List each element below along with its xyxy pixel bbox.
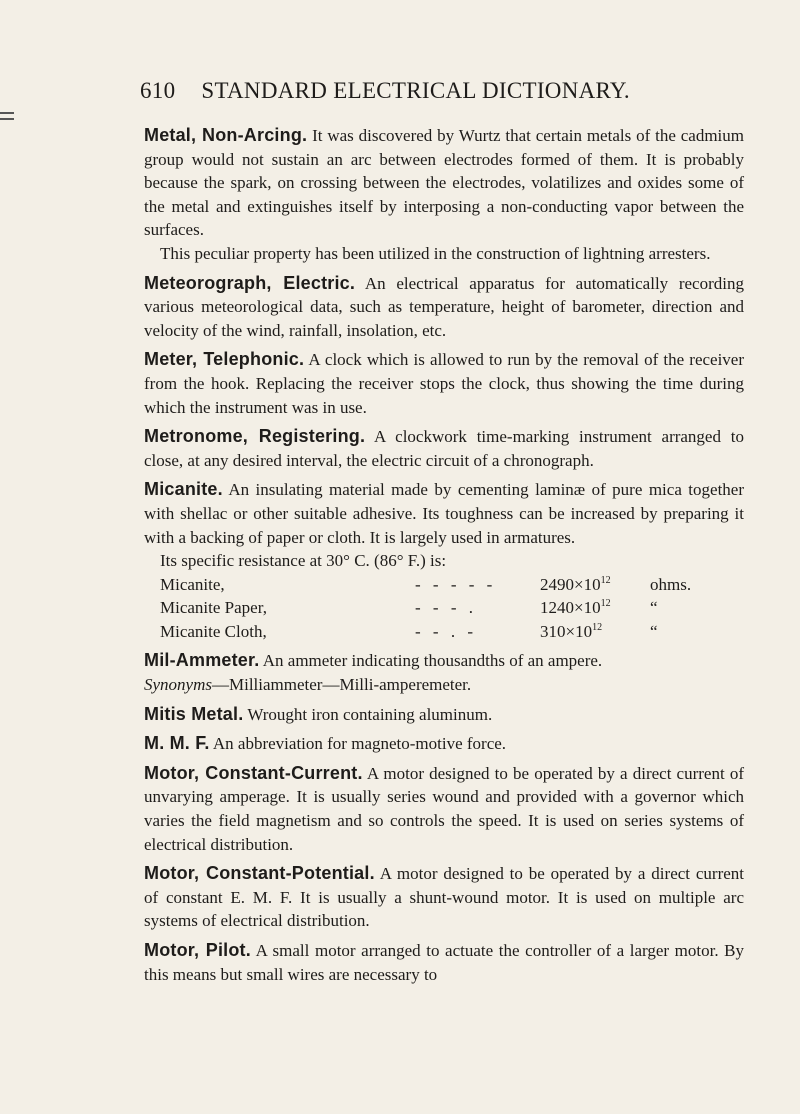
entry-headword: Metal, Non-Arcing. — [144, 125, 308, 145]
definition-text: A motor designed to be operated by a direct current of unvarying amperage. It is usually series wound and provided with a governor which varies the field magnetism and so controls the speed. It is used on series systems of electrical distribution. — [144, 763, 744, 854]
resistance-value — [540, 596, 650, 620]
resistance-mantissa: 2490×10 — [540, 574, 601, 594]
entry-headword: Mil-Ammeter. — [144, 650, 260, 671]
dictionary-entry — [144, 649, 744, 696]
entry-definition — [144, 762, 744, 856]
dictionary-entry — [144, 124, 744, 266]
definition-text: This peculiar property has been utilized in the construction of lightning arresters. — [160, 243, 711, 263]
dictionary-entry — [144, 478, 744, 643]
entry-definition — [144, 348, 744, 419]
material-label: Micanite Cloth, — [160, 621, 267, 641]
dictionary-entry — [144, 272, 744, 343]
resistance-exponent: 12 — [600, 598, 611, 610]
entry-headword: Motor, Pilot. — [144, 940, 251, 960]
entry-definition — [144, 649, 744, 673]
entries-column — [144, 124, 744, 992]
entry-headword: Mitis Metal. — [144, 703, 244, 724]
dictionary-entry — [144, 732, 744, 756]
entry-definition — [144, 124, 744, 242]
definition-text: An insulating material made by cementing laminæ of pure mica together with shellac or other suitable adhesive. Its toughness can be increased by preparing it with a backing of paper or cloth. It is largely used in armatures. — [144, 480, 744, 547]
material-label: Micanite, — [160, 574, 225, 594]
entry-headword: Meteorograph, Electric. — [144, 272, 356, 293]
entry-definition — [144, 425, 744, 472]
page-number: 610 — [140, 78, 176, 103]
dictionary-entry — [144, 762, 744, 856]
synonyms-line — [144, 673, 744, 697]
entry-headword: Motor, Constant-Potential. — [144, 863, 375, 884]
table-row — [160, 596, 744, 620]
resistance-value — [540, 573, 650, 597]
entry-paragraph — [144, 242, 744, 266]
entry-headword: Micanite. — [144, 479, 223, 500]
definition-text: Wrought iron containing aluminum. — [247, 704, 493, 724]
definition-text: A motor designed to be operated by a direct current of constant E. M. F. It is usually a shunt-wound motor. It is used on multiple arc systems of electrical distribution. — [144, 864, 745, 931]
resistance-unit: “ — [650, 598, 658, 618]
definition-text: A clockwork time-marking instrument arranged to close, at any desired interval, the electric circuit of a chronograph. — [144, 427, 744, 470]
entry-definition — [144, 478, 744, 549]
running-title: STANDARD ELECTRICAL DICTIONARY. — [201, 78, 630, 103]
definition-text: A clock which is allowed to run by the removal of the receiver from the hook. Replacing the receiver stops the clock, thus showing the time during which the instrument was in use. — [144, 350, 745, 417]
resistance-value — [540, 620, 650, 644]
definition-text: Its specific resistance at 30° C. (86° F.) is: — [160, 551, 447, 571]
synonyms-label: Synonyms — [144, 675, 212, 695]
material-label: Micanite Paper, — [160, 598, 267, 618]
dictionary-entry — [144, 425, 744, 472]
resistance-mantissa: 1240×10 — [540, 598, 601, 618]
entry-headword: Metronome, Registering. — [144, 426, 366, 447]
synonyms-text: —Milliammeter—Milli-amperemeter. — [211, 675, 472, 695]
resistance-table — [160, 573, 744, 644]
entry-paragraph — [144, 549, 744, 573]
entry-headword: Motor, Constant-Current. — [144, 762, 363, 783]
entry-headword: Meter, Telephonic. — [144, 349, 305, 370]
margin-mark — [0, 112, 14, 114]
resistance-unit: “ — [650, 621, 658, 641]
definition-text: An abbreviation for magneto-motive force. — [212, 734, 507, 754]
page-header — [140, 78, 630, 104]
definition-text: It was discovered by Wurtz that certain metals of the cadmium group would not sustain an arc between electrodes formed of them. It is probably because the spark, on crossing between the electrodes, volatilizes and oxides some of the metal and extinguishes itself by interposing a non-conducting vapor between the surfaces. — [144, 126, 744, 240]
dictionary-entry — [144, 703, 744, 727]
entry-definition — [144, 272, 744, 343]
entry-definition — [144, 939, 744, 986]
entry-definition — [144, 862, 744, 933]
resistance-exponent: 12 — [592, 621, 603, 633]
definition-text: An ammeter indicating thousandths of an ampere. — [262, 651, 603, 671]
dictionary-entry — [144, 939, 744, 986]
entry-definition — [144, 732, 744, 756]
dictionary-entry — [144, 348, 744, 419]
definition-text: A small motor arranged to actuate the controller of a larger motor. By this means but small wires are necessary to — [144, 941, 745, 984]
leader-dashes: - - . - — [415, 621, 477, 641]
margin-mark — [0, 118, 14, 120]
entry-definition — [144, 703, 744, 727]
resistance-mantissa: 310×10 — [540, 621, 593, 641]
leader-dashes: - - - - - — [415, 574, 497, 594]
leader-dashes: - - - . — [415, 598, 477, 618]
entry-headword: M. M. F. — [144, 733, 210, 754]
resistance-unit: ohms. — [650, 574, 692, 594]
resistance-exponent: 12 — [600, 574, 611, 586]
dictionary-entry — [144, 862, 744, 933]
table-row — [160, 620, 744, 644]
definition-text: An electrical apparatus for automatically recording various meteorological data, such as temperature, height of barometer, direction and velocity of the wind, rainfall, insolation, etc. — [144, 273, 744, 340]
table-row — [160, 573, 744, 597]
